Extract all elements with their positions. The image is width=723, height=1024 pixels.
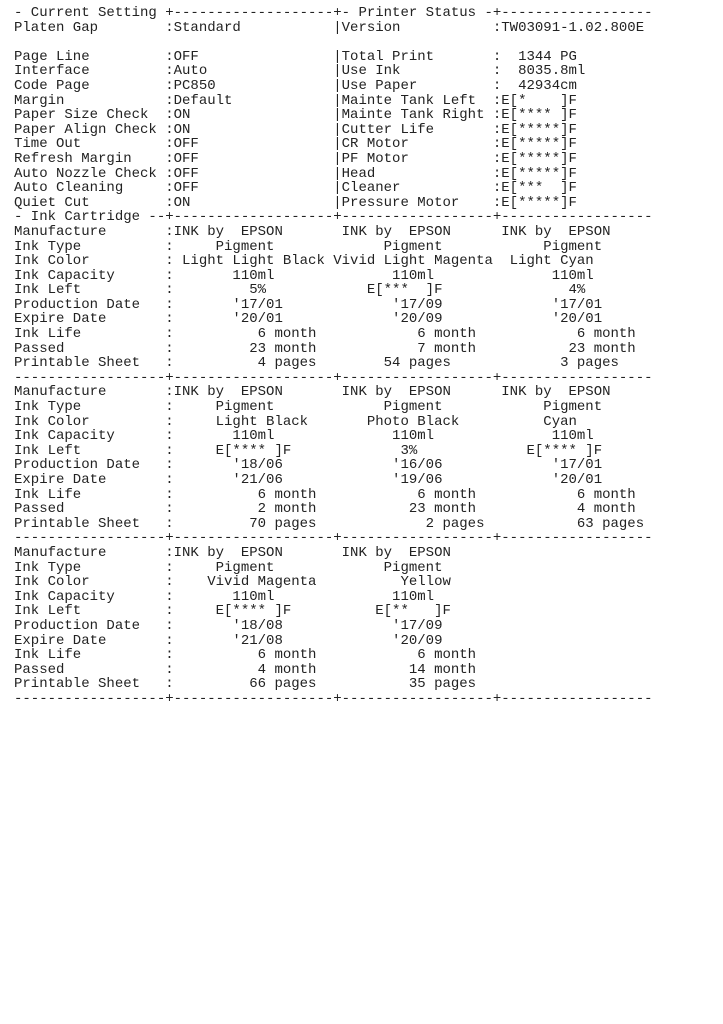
cartridge-row: Ink Color : Light Light Black Vivid Light Magenta Light Cyan: [14, 253, 594, 270]
quiet-cut-pressure-motor-line: Quiet Cut :ON |Pressure Motor :E[*****]F: [14, 194, 577, 211]
cartridge-row: Ink Color : Vivid Magenta Yellow: [14, 574, 451, 591]
cartridge-row: Manufacture :INK by EPSON INK by EPSON INK by EPSON: [14, 223, 611, 240]
cartridge-row: Production Date : '17/01 '17/09 '17/01: [14, 296, 603, 313]
section-divider: ------------------+-------------------+------------------+------------------: [14, 530, 653, 547]
interface-use-ink-line: Interface :Auto |Use Ink : 8035.8ml: [14, 63, 586, 80]
time-out-cr-motor-line: Time Out :OFF |CR Motor :E[*****]F: [14, 136, 577, 153]
cartridge-row: Ink Capacity : 110ml 110ml 110ml: [14, 267, 594, 284]
section-divider: ------------------+-------------------+------------------+------------------: [14, 369, 653, 386]
printer-status-printout: [14, 6, 653, 707]
cartridge-row: Printable Sheet : 4 pages 54 pages 3 pages: [14, 355, 619, 372]
current-setting-header-line: - Current Setting +-------------------+- Printer Status -+------------------: [14, 5, 653, 21]
page-line-total-print-line: Page Line :OFF |Total Print : 1344 PG: [14, 48, 577, 65]
margin-mainte-tank-left-line: Margin :Default |Mainte Tank Left :E[* ]F: [14, 92, 577, 109]
paper-size-check-mainte-tank-right-line: Paper Size Check :ON |Mainte Tank Right :E[**** ]F: [14, 107, 577, 124]
cartridge-row: Ink Type : Pigment Pigment Pigment: [14, 399, 603, 416]
cartridge-row: Expire Date : '20/01 '20/09 '20/01: [14, 311, 603, 328]
cartridge-row: Ink Left : E[**** ]F 3% E[**** ]F: [14, 442, 603, 459]
cartridge-row: Ink Left : E[**** ]F E[** ]F: [14, 603, 451, 620]
cartridge-row: Ink Left : 5% E[*** ]F 4%: [14, 282, 586, 299]
cartridge-row: Passed : 23 month 7 month 23 month: [14, 340, 636, 357]
cartridge-row: Printable Sheet : 66 pages 35 pages: [14, 676, 477, 693]
cartridge-row: Ink Capacity : 110ml 110ml 110ml: [14, 428, 594, 445]
cartridge-row: Manufacture :INK by EPSON INK by EPSON INK by EPSON: [14, 384, 611, 401]
platen-gap-version-line: Platen Gap :Standard |Version :TW03091-1.02.800E: [14, 19, 645, 36]
cartridge-row: Manufacture :INK by EPSON INK by EPSON: [14, 544, 451, 561]
cartridge-row: Printable Sheet : 70 pages 2 pages 63 pages: [14, 515, 645, 532]
cartridge-row: Ink Life : 6 month 6 month: [14, 647, 477, 664]
cartridge-row: Ink Type : Pigment Pigment: [14, 559, 443, 576]
cartridge-row: Passed : 2 month 23 month 4 month: [14, 501, 636, 518]
refresh-margin-pf-motor-line: Refresh Margin :OFF |PF Motor :E[*****]F: [14, 150, 577, 167]
ink-cartridge-header-line: - Ink Cartridge --+-------------------+------------------+------------------: [14, 209, 653, 226]
cartridge-row: Production Date : '18/08 '17/09: [14, 617, 443, 634]
cartridge-row: Ink Color : Light Black Photo Black Cyan: [14, 413, 577, 430]
cartridge-row: Production Date : '18/06 '16/06 '17/01: [14, 457, 603, 474]
cartridge-row: Expire Date : '21/06 '19/06 '20/01: [14, 472, 603, 488]
cartridge-row: Ink Life : 6 month 6 month 6 month: [14, 486, 636, 503]
auto-cleaning-cleaner-line: Auto Cleaning :OFF |Cleaner :E[*** ]F: [14, 180, 577, 197]
blank-line: [14, 35, 653, 50]
cartridge-row: Ink Capacity : 110ml 110ml: [14, 588, 435, 605]
closing-divider: ------------------+-------------------+------------------+------------------: [14, 690, 653, 707]
paper-align-check-cutter-life-line: Paper Align Check :ON |Cutter Life :E[*****]F: [14, 121, 577, 138]
cartridge-row: Ink Life : 6 month 6 month 6 month: [14, 326, 636, 343]
auto-nozzle-check-head-line: Auto Nozzle Check :OFF |Head :E[*****]F: [14, 165, 577, 182]
cartridge-row: Ink Type : Pigment Pigment Pigment: [14, 238, 603, 255]
cartridge-row: Expire Date : '21/08 '20/09: [14, 632, 443, 649]
code-page-use-paper-line: Code Page :PC850 |Use Paper : 42934cm: [14, 77, 577, 94]
cartridge-row: Passed : 4 month 14 month: [14, 661, 477, 678]
